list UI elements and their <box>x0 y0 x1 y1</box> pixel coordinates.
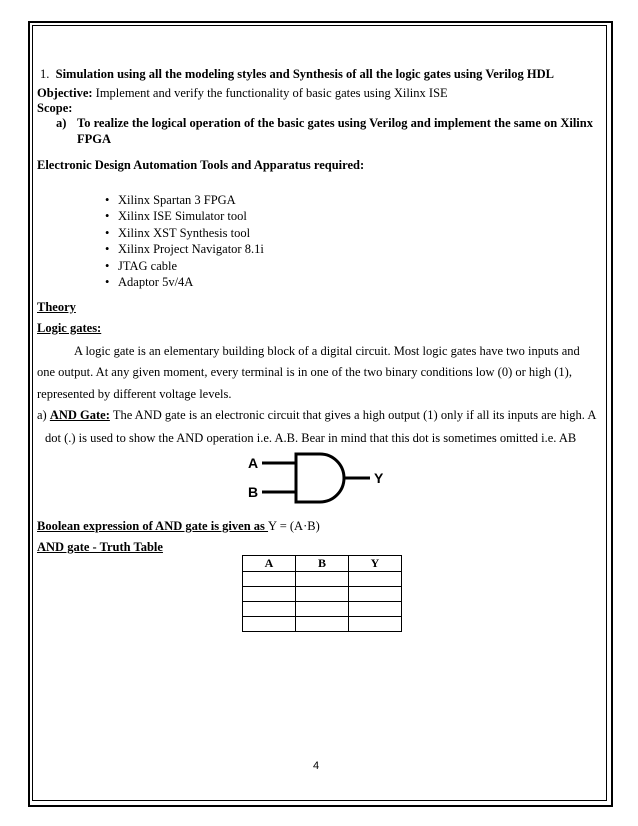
table-row <box>243 602 402 617</box>
scope-item-line1: To realize the logical operation of the basic gates using Verilog and implement the same on Xilinx <box>77 116 593 130</box>
column-header-y: Y <box>349 556 402 572</box>
table-cell <box>243 602 296 617</box>
boolean-label: Boolean expression of AND gate is given as <box>37 519 269 533</box>
table-cell <box>243 572 296 587</box>
table-cell <box>243 617 296 632</box>
heading-number: 1. <box>40 67 50 81</box>
theory-para-line1: A logic gate is an elementary building block of a digital circuit. Most logic gates have two inputs and <box>74 344 580 358</box>
input-b-label: B <box>248 484 259 500</box>
list-item: • Xilinx Project Navigator 8.1i <box>105 241 264 257</box>
input-a-label: A <box>248 455 259 471</box>
page-number: 4 <box>313 760 320 772</box>
scope-label: Scope: <box>37 101 73 115</box>
list-item: • Xilinx ISE Simulator tool <box>105 208 264 224</box>
list-item: • Adaptor 5v/4A <box>105 274 264 290</box>
and-gate-desc: The AND gate is an electronic circuit that gives a high output (1) only if all its inputs are high. A <box>112 408 597 422</box>
table-cell <box>349 602 402 617</box>
theory-para-line2: one output. At any given moment, every terminal is in one of the two binary conditions low (0) or high (1), <box>37 365 572 379</box>
table-cell <box>296 617 349 632</box>
and-gate-label: AND Gate: <box>49 408 110 422</box>
table-cell <box>349 617 402 632</box>
table-cell <box>349 587 402 602</box>
and-gate-line1 <box>37 408 596 423</box>
column-header-b: B <box>296 556 349 572</box>
table-row <box>243 587 402 602</box>
table-cell <box>296 602 349 617</box>
table-row <box>243 572 402 587</box>
experiment-heading <box>40 67 554 82</box>
list-item: • Xilinx XST Synthesis tool <box>105 225 264 241</box>
table-header-row <box>243 556 402 572</box>
table-cell <box>296 587 349 602</box>
tools-heading: Electronic Design Automation Tools and Apparatus required: <box>37 158 365 172</box>
and-prefix: a) <box>37 408 47 422</box>
list-item: • Xilinx Spartan 3 FPGA <box>105 192 264 208</box>
boolean-expression-line <box>37 519 320 534</box>
heading-title: Simulation using all the modeling styles and Synthesis of all the logic gates using Verilog HDL <box>55 67 554 81</box>
table-cell <box>296 572 349 587</box>
scope-item-line2: FPGA <box>77 132 112 146</box>
table-row <box>243 617 402 632</box>
logic-gates-heading: Logic gates: <box>37 321 102 335</box>
objective-label: Objective: <box>37 86 93 100</box>
scope-item-marker: a) <box>56 116 67 130</box>
objective-text: Implement and verify the functionality of basic gates using Xilinx ISE <box>95 86 448 100</box>
table-cell <box>349 572 402 587</box>
objective-line <box>37 86 448 101</box>
output-y-label: Y <box>374 470 384 486</box>
tools-list <box>105 192 264 290</box>
truth-table <box>242 555 402 632</box>
column-header-a: A <box>243 556 296 572</box>
theory-para-line3: represented by different voltage levels. <box>37 387 232 401</box>
and-gate-diagram <box>244 450 394 506</box>
and-gate-line2: dot (.) is used to show the AND operation i.e. A.B. Bear in mind that this dot is sometimes omitted i.e. AB <box>45 431 577 445</box>
table-cell <box>243 587 296 602</box>
list-item: • JTAG cable <box>105 258 264 274</box>
boolean-expression: Y = (A·B) <box>268 519 320 533</box>
and-gate-body <box>296 454 344 502</box>
truth-table-heading: AND gate - Truth Table <box>37 540 163 554</box>
theory-heading: Theory <box>37 300 76 314</box>
